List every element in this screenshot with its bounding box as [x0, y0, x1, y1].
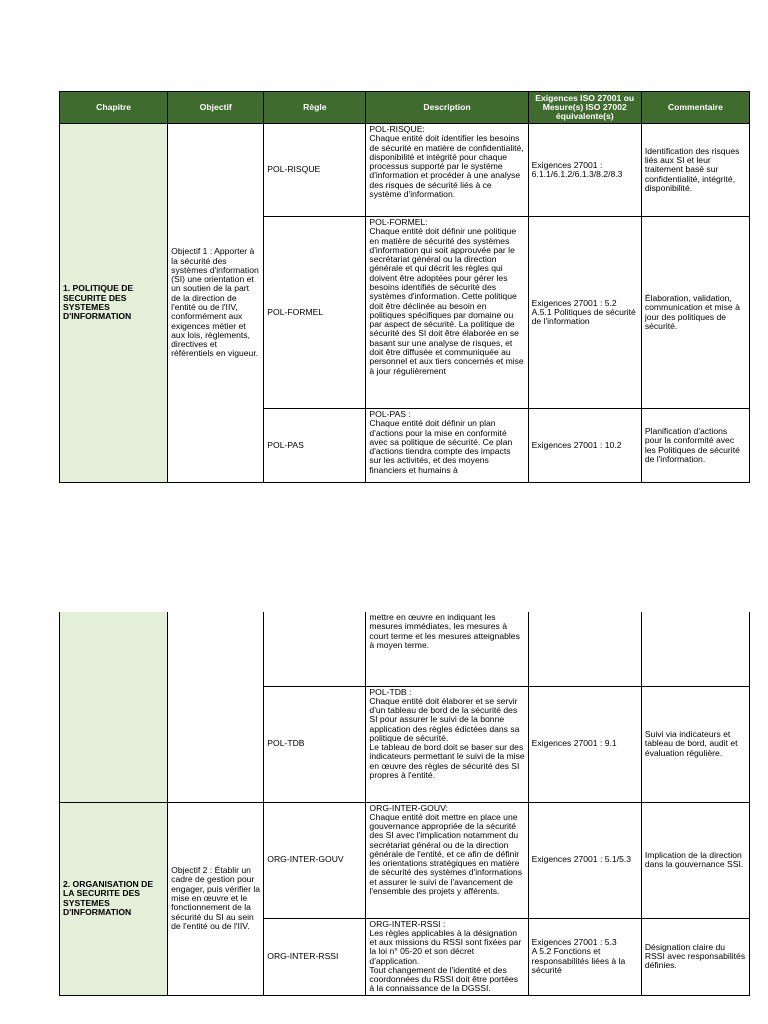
exigences-cell: Exigences 27001 : 10.2 [528, 409, 641, 483]
exigences-cell [528, 612, 641, 686]
header-objectif: Objectif [168, 92, 264, 124]
regle-cell: ORG-INTER-GOUV [264, 802, 366, 918]
exigences-cell: Exigences 27001 : 6.1.1/6.1.2/6.1.3/8.2/8.3 [528, 124, 641, 217]
header-chapitre: Chapitre [60, 92, 168, 124]
header-regle: Règle [264, 92, 366, 124]
table-row [60, 802, 750, 918]
chapitre-cell: 2. ORGANISATION DE LA SECURITE DES SYSTEMES D'INFORMATION [60, 802, 168, 995]
description-cell: POL-RISQUE: Chaque entité doit identifier les besoins de sécurité en matière de confidentialité, disponibilité et intégrité pour chaque processus supporté par le système d'information et procéder à une analyse des risques de sécurité liés à ce système d'information. [366, 124, 528, 217]
commentaire-cell: Élaboration, validation, communication et mise à jour des politiques de sécurité. [641, 217, 749, 409]
regle-cell [264, 612, 366, 686]
exigences-cell: Exigences 27001 : 5.1/5.3 [528, 802, 641, 918]
header-description: Description [366, 92, 528, 124]
regle-cell: POL-RISQUE [264, 124, 366, 217]
regle-cell: ORG-INTER-RSSI [264, 918, 366, 995]
chapitre-cell-continued [60, 612, 168, 802]
description-cell: POL-PAS : Chaque entité doit définir un plan d'actions pour la mise en conformité avec sa politique de sécurité. Ce plan d'actions tiendra compte des impacts sur les activités, et des moyens financiers et humains à [366, 409, 528, 483]
exigences-cell: Exigences 27001 : 5.3 A 5.2 Fonctions et responsabilités liées à la sécurité [528, 918, 641, 995]
commentaire-cell: Implication de la direction dans la gouvernance SSI. [641, 802, 749, 918]
regle-cell: POL-PAS [264, 409, 366, 483]
regle-cell: POL-FORMEL [264, 217, 366, 409]
header-exigences: Exigences ISO 27001 ou Mesure(s) ISO 27002 équivalente(s) [528, 92, 641, 124]
description-cell: ORG-INTER-GOUV: Chaque entité doit mettre en place une gouvernance appropriée de la sécurité des SI avec l'implication notamment du secrétariat général ou de la direction générale de l'entité, et ce afin de définir les orientations stratégiques en matière de sécurité des systèmes d'informations et assurer le suivi de l'avancement de l'ensemble des projets y afférents. [366, 802, 528, 918]
description-cell: POL-FORMEL: Chaque entité doit définir une politique en matière de sécurité des systèmes d'information qui soit approuvée par le secrétariat général ou la direction générale et qui décrit les règles qui doivent être adoptées pour gérer les besoins identifiés de sécurité des systèmes d'information. Cette politique doit être déclinée au besoin en politiques spécifiques par domaine ou par aspect de sécurité. La politique de sécurité des SI doit être élaborée en se basant sur une analyse de risques, et doit être diffusée et communiquée au personnel et aux tiers concernés et mise à jour régulièrement [366, 217, 528, 409]
table-row [60, 612, 750, 686]
security-policy-table-continued [59, 612, 750, 996]
table-header-row [60, 92, 750, 124]
header-commentaire: Commentaire [641, 92, 749, 124]
exigences-cell: Exigences 27001 : 5.2 A.5.1 Politiques de sécurité de l'information [528, 217, 641, 409]
commentaire-cell: Désignation claire du RSSI avec responsabilités définies. [641, 918, 749, 995]
objectif-cell: Objectif 1 : Apporter à la sécurité des systèmes d'information (SI) une orientation et un soutien de la part de la direction de l'entité ou de l'IIV, conformément aux exigences métier et aux lois, règlements, directives et référentiels en vigueur. [168, 124, 264, 483]
chapitre-cell: 1. POLITIQUE DE SECURITE DES SYSTEMES D'INFORMATION [60, 124, 168, 483]
table-row [60, 124, 750, 217]
commentaire-cell: Identification des risques liés aux SI et leur traitement basé sur confidentialité, intégrité, disponibilité. [641, 124, 749, 217]
commentaire-cell: Suivi via indicateurs et tableau de bord, audit et évaluation régulière. [641, 686, 749, 802]
exigences-cell: Exigences 27001 : 9.1 [528, 686, 641, 802]
description-cell: mettre en œuvre en indiquant les mesures immédiates, les mesures à court terme et les mesures atteignables à moyen terme. [366, 612, 528, 686]
regle-cell: POL-TDB [264, 686, 366, 802]
commentaire-cell [641, 612, 749, 686]
security-policy-table [59, 91, 750, 483]
objectif-cell: Objectif 2 : Établir un cadre de gestion pour engager, puis vérifier la mise en œuvre et le fonctionnement de la sécurité du SI au sein de l'entité ou de l'IIV. [168, 802, 264, 995]
commentaire-cell: Planification d'actions pour la conformité avec les Politiques de sécurité de l'information. [641, 409, 749, 483]
description-cell: POL-TDB : Chaque entité doit élaborer et se servir d'un tableau de bord de la sécurité des SI pour assurer le suivi de la bonne application des règles édictées dans sa politique de sécurité. Le tableau de bord doit se baser sur des indicateurs permettant le suivi de la mise en œuvre des règles de sécurité des SI propres à l'entité. [366, 686, 528, 802]
objectif-cell-continued [168, 612, 264, 802]
description-cell: ORG-INTER-RSSI : Les règles applicables à la désignation et aux missions du RSSI sont fixées par la loi n° 05-20 et son décret d'application. Tout changement de l'identité et des coordonnées du RSSI doit être portées à la connaissance de la DGSSI. [366, 918, 528, 995]
